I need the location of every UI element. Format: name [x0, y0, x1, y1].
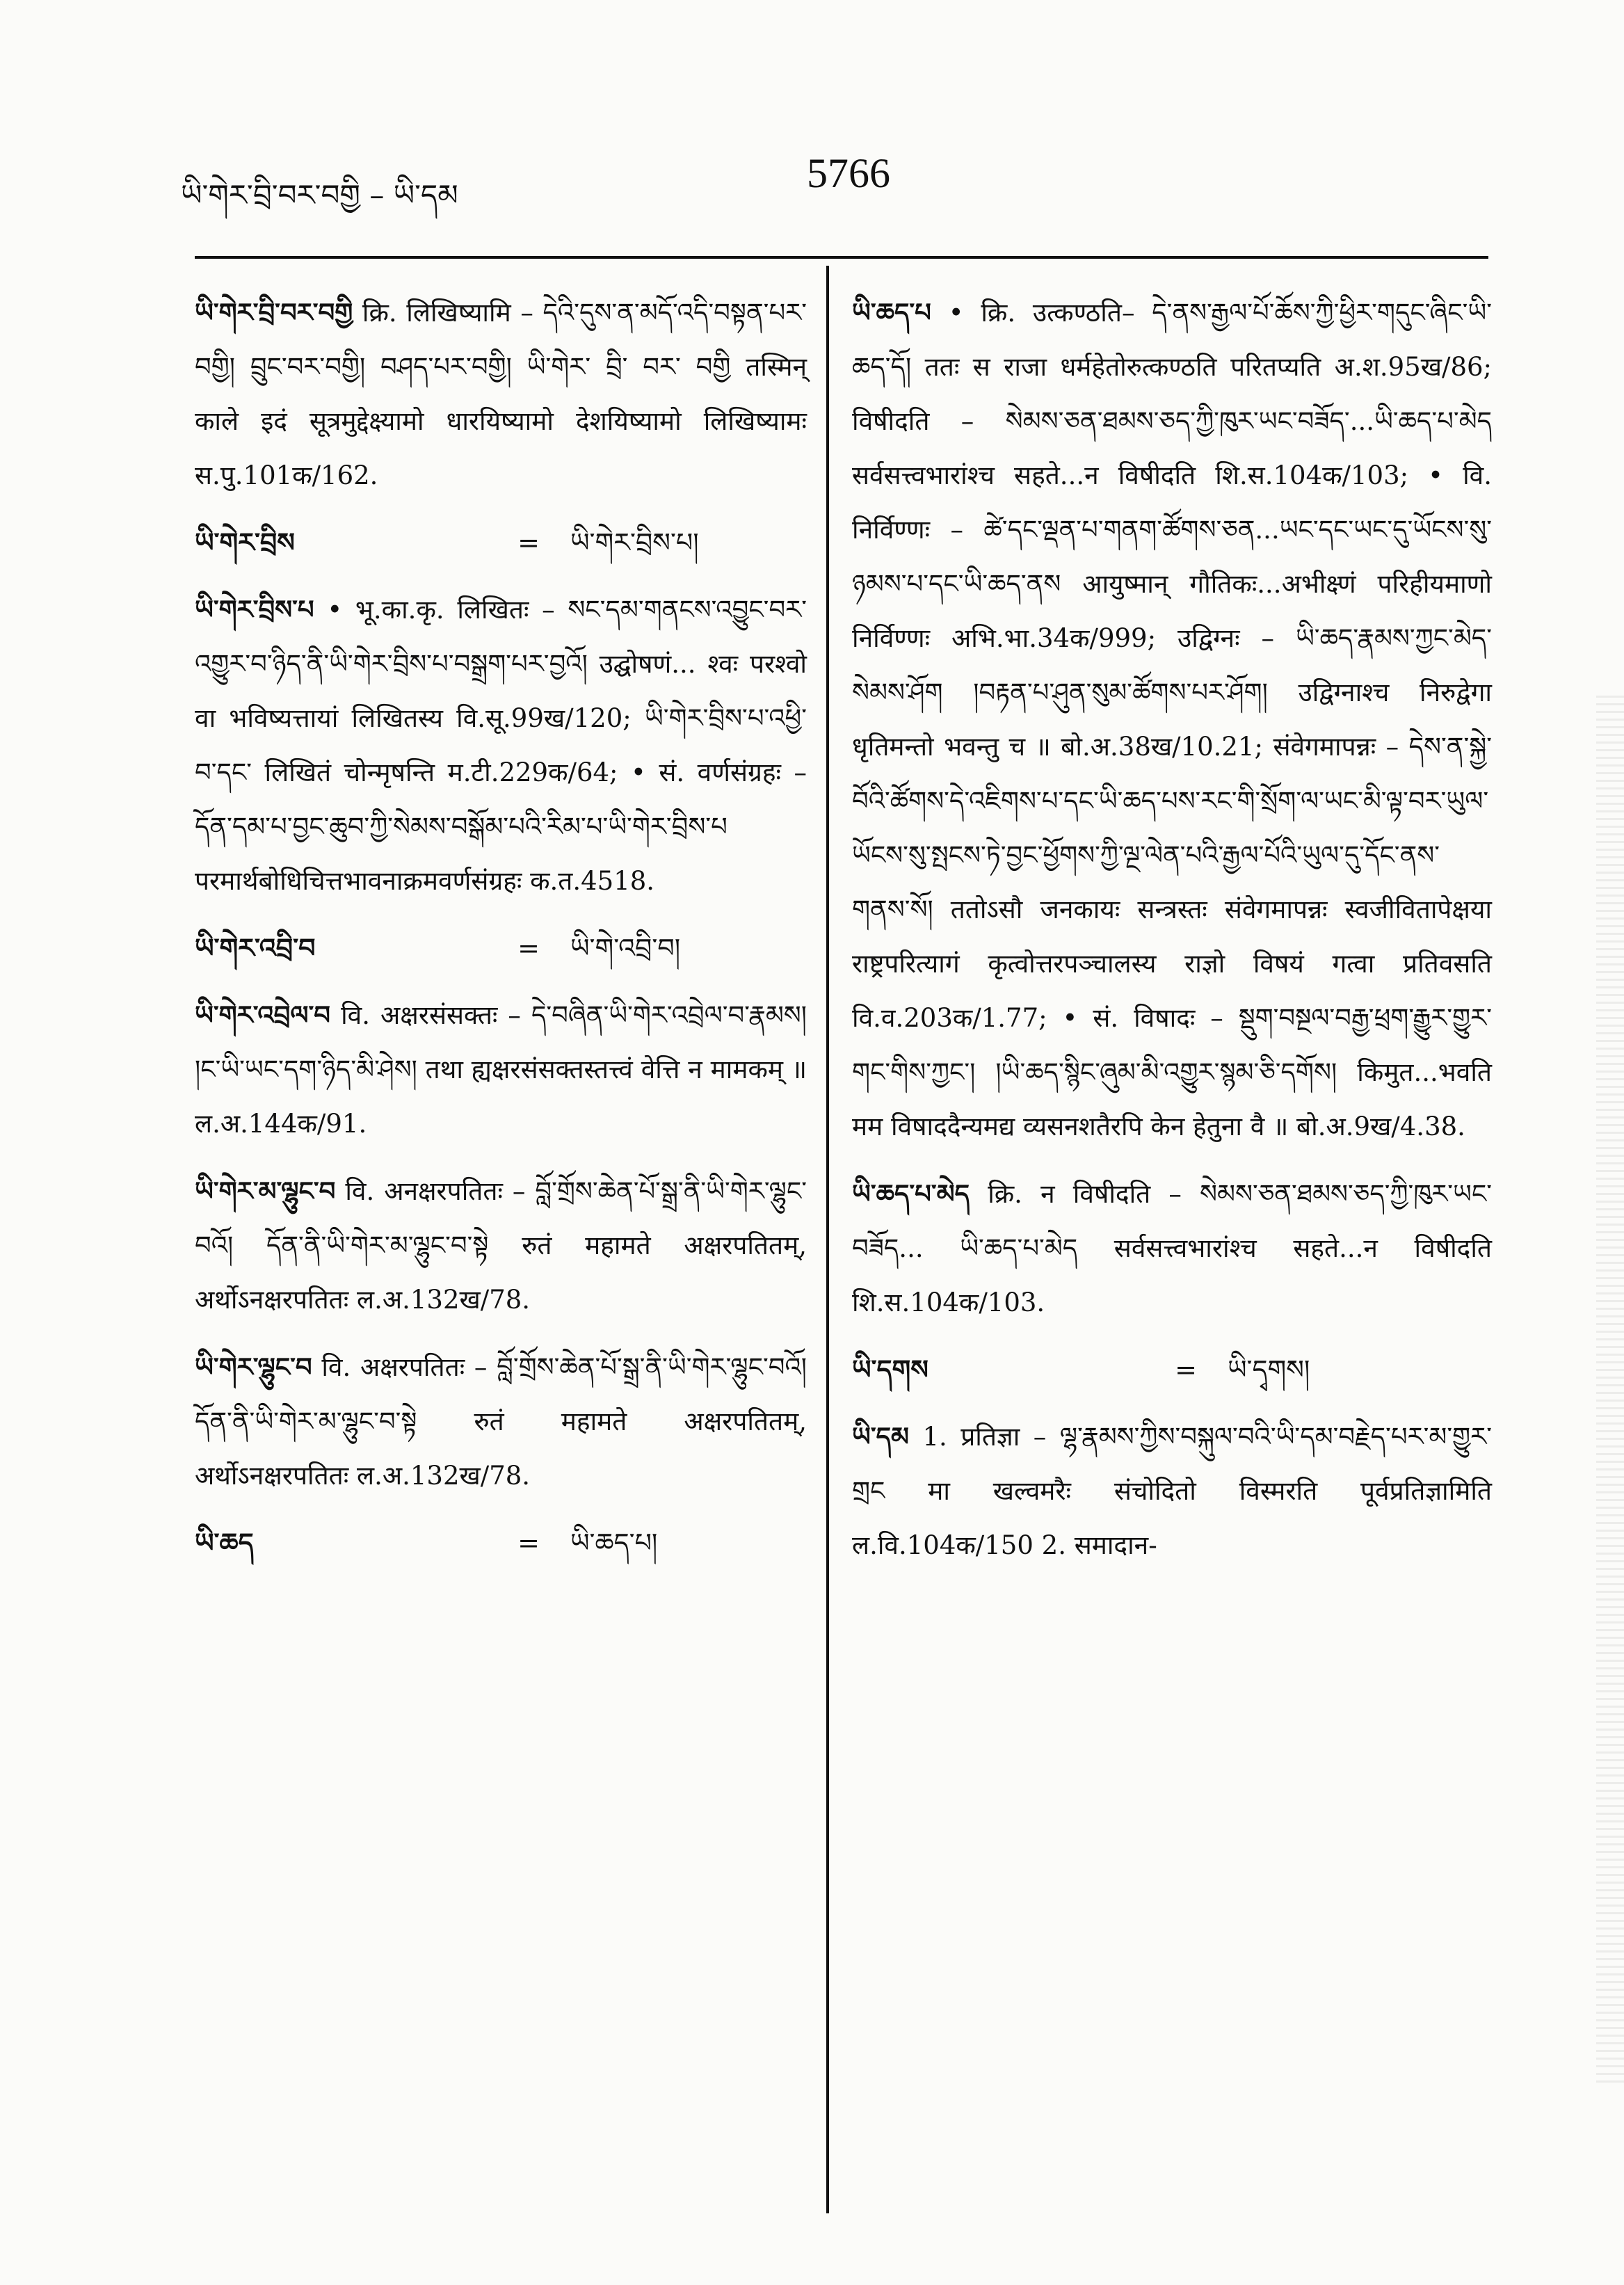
dictionary-entry: [195, 1340, 807, 1503]
entry-headword: ཡི་གེར་མ་ལྷུང་བ: [195, 1176, 336, 1206]
entry-headword: ཡི་གེར་འབྲེལ་བ: [195, 1000, 330, 1030]
running-header: [181, 150, 1495, 226]
dictionary-entry: [195, 988, 807, 1151]
xref-target: ཡི་གེར་བྲིས་པ།: [570, 527, 699, 558]
entry-definition: वि. अक्षरसंसक्तः – དེ་བཞིན་ཡི་གེར་འབྲེལ་བ་རྣམས། །ང་ཡི་ཡང་དག་ཉིད་མི་ཤེས། तथा ह्यक्षरसंसक्तस्तत्त्वं वेत्ति न मामकम् ॥ ल.अ.144क/91.: [195, 1000, 807, 1139]
xref-headword: ཡི་གེར་འབྲི་བ: [195, 932, 316, 963]
entry-definition: वि. अनक्षरपतितः – བློ་གྲོས་ཆེན་པོ་སྒྲ་ནི་ཡི་གེར་ལྷུང་བའོ། དོན་ནི་ཡི་གེར་མ་ལྷུང་བ་སྟེ रुतं महामते अक्षरपतितम्, अर्थोऽनक्षरपतितः ल.अ.132ख/78.: [195, 1176, 807, 1315]
cross-reference-entry: [852, 1342, 1492, 1397]
right-column: [852, 285, 1492, 1585]
xref-headword: ཡི་གེར་བྲིས: [195, 527, 295, 558]
xref-headword: ཡི་དགས: [852, 1354, 928, 1385]
entry-headword: ཡི་གེར་ལྷུང་བ: [195, 1352, 312, 1382]
entry-definition: 1. प्रतिज्ञा – ལྷ་རྣམས་ཀྱིས་བསྐུལ་བའི་ཡི་དམ་བརྗེད་པར་མ་གྱུར་གྲང मा खल्वमरैः संचोदितो विस्मरति पूर्वप्रतिज्ञामिति ल.वि.104क/150 2. समादान-: [852, 1422, 1492, 1560]
entry-headword: ཡི་གེར་བྲི་བར་བགྱི: [195, 297, 353, 328]
page-number: 5766: [807, 150, 890, 196]
scan-margin-noise: [1596, 696, 1624, 2087]
xref-equals: =: [517, 527, 540, 558]
entry-headword: ཡི་གེར་བྲིས་པ: [195, 594, 314, 625]
header-rule: [195, 256, 1488, 259]
entry-headword: ཡི་ཆད་པ་མེད: [852, 1178, 970, 1209]
dictionary-entry: [195, 1164, 807, 1327]
cross-reference-entry: [195, 1516, 807, 1570]
header-guide-words: ཡི་གེར་བྲི་བར་བགྱི – ཡི་དམ: [181, 178, 458, 212]
column-divider: [826, 266, 829, 2213]
xref-equals: =: [1175, 1354, 1197, 1385]
entry-definition: • क्रि. उत्कण्ठति– དེ་ནས་རྒྱལ་པོ་ཆོས་ཀྱི་ཕྱིར་གདུང་ཞིང་ཡི་ཆད་དོ། ततः स राजा धर्महेतोरुत्कण्ठति परितप्यति अ.श.95ख/86; विषीदति – སེམས་ཅན་ཐམས་ཅད་ཀྱི་ཁུར་ཡང་བཟོད་...ཡི་ཆད་པ་མེད सर्वसत्त्वभारांश्च सहते...न विषीदति शि.स.104क/103; • वि. निर्विण्णः – ཚེ་དང་ལྡན་པ་གནག་ཚོགས་ཅན...ཡང་དང་ཡང་དུ་ཡོངས་སུ་ཉམས་པ་དང་ཡི་ཆད་ནས आयुष्मान् गौतिकः...अभीक्ष्णं परिहीयमाणो निर्विण्णः अभि.भा.34क/999; उद्विग्नः – ཡི་ཆད་རྣམས་ཀྱང་མེད་སེམས་ཤོག །བརྟན་པ་ཤུན་སུམ་ཚོགས་པར་ཤོག། उद्विग्नाश्च निरुद्वेगा धृतिमन्तो भवन्तु च ॥ बो.अ.38ख/10.21; संवेगमापन्नः – དེས་ན་སྐྱེ་བོའི་ཚོགས་དེ་འཇིགས་པ་དང་ཡི་ཆད་པས་རང་གི་སྲོག་ལ་ཡང་མི་ལྟ་བར་ཡུལ་ཡོངས་སུ་སྤངས་ཏེ་བྱང་ཕྱོགས་ཀྱི་ལྔ་ལེན་པའི་རྒྱལ་པོའི་ཡུལ་དུ་དོང་ནས་གནས་སོ། ततोऽसौ जनकायः सन्त्रस्तः संवेगमापन्नः स्वजीवितापेक्षया राष्ट्रपरित्यागं कृत्वोत्तरपञ्चालस्य राज्ञो विषयं गत्वा प्रतिवसति वि.व.203क/1.77; • सं. विषादः – སྡུག་བསྔལ་བརྒྱ་ཕྲག་རྒྱུར་གྱུར་གང་གིས་ཀྱང་། །ཡི་ཆད་སྙིང་ཞུམ་མི་འགྱུར་སྙམ་ཅི་དགོས། किमुत...भवति मम विषाददैन्यमद्य व्यसनशतैरपि केन हेतुना वै ॥ बो.अ.9ख/4.38.: [852, 298, 1492, 1141]
xref-equals: =: [517, 1528, 540, 1558]
entry-headword: ཡི་ཆད་པ: [852, 297, 931, 328]
xref-target: ཡི་གེ་འབྲི་བ།: [570, 933, 681, 963]
dictionary-entry: [195, 285, 807, 503]
entry-definition: वि. अक्षरपतितः – བློ་གྲོས་ཆེན་པོ་སྒྲ་ནི་ཡི་གེར་ལྷུང་བའོ། དོན་ནི་ཡི་གེར་མ་ལྷུང་བ་སྟེ रुतं महामते अक्षरपतितम्, अर्थोऽनक्षरपतितः ल.अ.132ख/78.: [195, 1352, 807, 1491]
cross-reference-entry: [195, 515, 807, 570]
xref-equals: =: [517, 933, 540, 963]
dictionary-entry: [852, 285, 1492, 1154]
entry-definition: क्रि. लिखिष्यामि – དེའི་དུས་ན་མདོ་འདི་བསྟན་པར་བགྱི། བྲུང་བར་བགྱི། བཤད་པར་བགྱི། ཡི་གེར་ བྲི་ བར་ བགྱི तस्मिन् काले इदं सूत्रमुद्देक्ष्यामो धारयिष्यामो देशयिष्यामो लिखिष्यामः स.पु.101क/162.: [195, 298, 807, 490]
xref-headword: ཡི་ཆད: [195, 1527, 254, 1558]
cross-reference-entry: [195, 921, 807, 975]
entry-definition: • भू.का.कृ. लिखितः – སང་དམ་གནངས་འབྱུང་བར་འགྱུར་བ་ཉིད་ནི་ཡི་གེར་བྲིས་པ་བསྒྲག་པར་བྱའོ། उद्घोषणं... श्वः परश्वो वा भविष्यत्तायां लिखितस्य वि.सू.99ख/120; ཡི་གེར་བྲིས་པ་འཕྱི་བ་དང་ लिखितं चोन्मृषन्ति म.टी.229क/64; • सं. वर्णसंग्रहः – དོན་དམ་པ་བྱང་ཆུབ་ཀྱི་སེམས་བསྒོམ་པའི་རིམ་པ་ཡི་གེར་བྲིས་པ परमार्थबोधिचित्तभावनाक्रमवर्णसंग्रहः क.त.4518.: [195, 595, 807, 896]
xref-target: ཡི་དྭགས།: [1228, 1354, 1310, 1385]
entry-definition: क्रि. न विषीदति – སེམས་ཅན་ཐམས་ཅད་ཀྱི་ཁུར་ཡང་བཟོད... ཡི་ཆད་པ་མེད सर्वसत्त्वभारांश्च सहते...न विषीदति शि.स.104क/103.: [852, 1179, 1492, 1317]
entry-headword: ཡི་དམ: [852, 1421, 909, 1452]
xref-target: ཡི་ཆད་པ།: [570, 1528, 658, 1558]
dictionary-entry: [852, 1409, 1492, 1573]
dictionary-entry: [852, 1166, 1492, 1330]
dictionary-entry: [195, 582, 807, 908]
left-column: [195, 285, 807, 1582]
